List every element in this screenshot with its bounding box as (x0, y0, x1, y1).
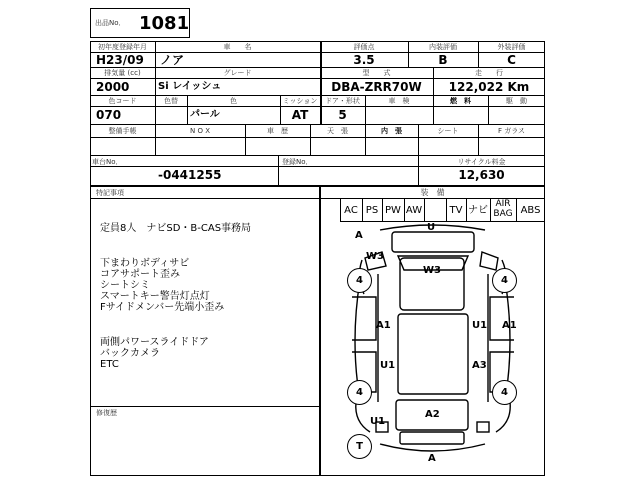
color-code-value: 070 (96, 108, 122, 122)
score-label: 評価点 (353, 43, 375, 51)
equipment-aw: AW (405, 205, 423, 216)
transmission-label: ミッション (282, 97, 318, 105)
grid-rule (278, 155, 279, 186)
right-rear-fender (496, 402, 510, 432)
right-mirror (480, 252, 498, 270)
equipment-airbag: AIR BAG (493, 199, 513, 219)
color-change-label: 色替 (164, 97, 178, 105)
drive-label: 駆 動 (506, 97, 527, 105)
equipment-abs: ABS (520, 205, 541, 216)
equipment-tv: TV (449, 205, 463, 216)
mark-windscreen: W3 (366, 251, 384, 262)
nox-label: N O X (190, 127, 210, 135)
vehicle-history-label: 車 歴 (267, 127, 288, 135)
grid-rule (90, 155, 545, 156)
transmission-value: AT (291, 108, 309, 122)
spare-tyre: T (347, 434, 372, 459)
mark-right-front-door: A1 (502, 320, 517, 331)
mark-right-front-door-inner: U1 (472, 320, 488, 331)
seat-label: シート (437, 127, 459, 135)
mark-roof: W3 (423, 265, 441, 276)
lot-number-box (90, 8, 190, 38)
grade-label: グレード (223, 69, 252, 77)
color-value: パール (190, 109, 220, 120)
tyre-mid-left: 4 (347, 380, 372, 405)
tyre-rear-right: 4 (492, 380, 517, 405)
mark-tailgate: A2 (425, 409, 440, 420)
left-rear-fender (356, 402, 370, 432)
color-label: 色 (230, 97, 237, 105)
repair-history-title: 修復歴 (96, 409, 117, 417)
inspection-label: 車 検 (388, 97, 410, 105)
grid-rule (90, 406, 320, 407)
mark-left-rear-door: U1 (380, 360, 396, 371)
rear-bumper-curve (380, 444, 485, 451)
chassis-label: 車台No． (92, 158, 123, 166)
bonnet-outline (392, 232, 474, 252)
lot-number: 1081 (139, 13, 190, 34)
equipment-pw: PW (385, 205, 401, 216)
mark-left-front-door: A1 (376, 320, 391, 331)
mileage-value: 122,022 Km (448, 80, 530, 94)
damage-note: Fサイドメンバー先端小歪み (100, 302, 225, 313)
doors-label: ドア・形状 (325, 97, 360, 105)
damage-note: シートシミ (100, 280, 150, 291)
mark-bonnet: U (427, 222, 436, 233)
service-book-label: 整備手帳 (108, 127, 137, 135)
registration-label: 初年度登録年月 (98, 43, 147, 51)
remarks-capacity-line: 定員8人 ナビSD・B-CAS事務局 (100, 223, 252, 234)
damage-note: スマートキー警告灯点灯 (100, 291, 210, 302)
color-code-label: 色コード (108, 97, 137, 105)
grid-rule (90, 137, 545, 138)
option-note: ETC (100, 359, 119, 370)
mark-rear-bumper: A (428, 453, 436, 464)
chassis-value: -0441255 (158, 168, 222, 182)
option-note: 両側パワースライドドア (100, 337, 209, 348)
mark-front-bumper: A (355, 230, 363, 241)
displacement-value: 2000 (96, 80, 130, 94)
model-label: 型 式 (362, 69, 391, 77)
grade-value: Si レイッシュ (158, 81, 222, 92)
mileage-label: 走 行 (475, 69, 503, 77)
mark-right-rear-door: A3 (472, 360, 487, 371)
front-glass-label: F ガラス (497, 127, 526, 135)
interior-grade-label: 内装評価 (429, 43, 457, 51)
mark-left-rear-corner: U1 (370, 416, 386, 427)
damage-note: コアサポート歪み (100, 269, 180, 280)
grid-rule (90, 124, 545, 125)
option-note: バックカメラ (100, 348, 160, 359)
registration-number-label: 登録No． (282, 158, 313, 166)
registration-value: H23/09 (96, 53, 144, 67)
exterior-grade-label: 外装評価 (497, 43, 526, 51)
car-name-label: 車 名 (223, 43, 252, 51)
interior-grade-value: B (438, 53, 448, 67)
displacement-label: 排気量 (cc) (104, 69, 141, 77)
recycle-fee-value: 12,630 (458, 168, 505, 182)
equipment-title: 装 備 (420, 188, 445, 197)
headliner-label: 天 張 (327, 127, 348, 135)
tyre-front-right: 4 (492, 268, 517, 293)
equipment-ac: AC (344, 205, 358, 216)
damage-note: 下まわりボディサビ (100, 258, 190, 269)
right-tail-lamp (477, 422, 489, 432)
grid-rule (90, 198, 320, 199)
recycle-fee-label: リサイクル料金 (457, 158, 506, 166)
fuel-label: 燃 料 (450, 97, 471, 105)
equipment-ps: PS (365, 205, 379, 216)
lot-number-label: 出品No． (95, 19, 126, 27)
interior-trim-label: 内 張 (381, 127, 402, 135)
grid-rule (424, 198, 425, 222)
rear-bumper-outline (400, 432, 464, 444)
equipment-navi: ナビ (468, 205, 488, 216)
remarks-title: 特記事項 (96, 189, 124, 197)
score-value: 3.5 (353, 53, 375, 67)
car-name-value: ノア (160, 53, 185, 67)
model-value: DBA-ZRR70W (331, 80, 422, 94)
doors-value: 5 (338, 108, 347, 122)
exterior-grade-value: C (507, 53, 516, 67)
cabin-outline (398, 314, 468, 394)
tyre-front-left: 4 (347, 268, 372, 293)
